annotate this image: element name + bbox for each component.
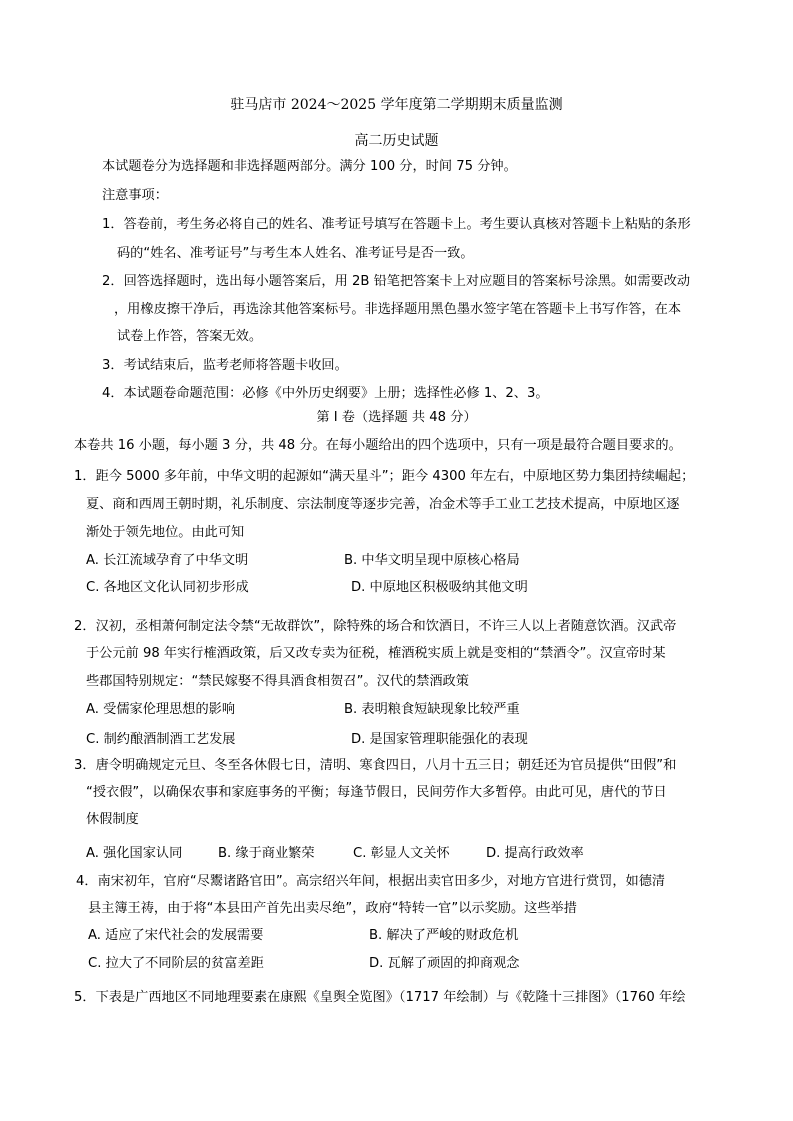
question-4-line-1: 4．南宋初年，官府“尽鬻诸路官田”。高宗绍兴年间，根据出卖官田多少，对地方官进行赏罚，如德清 <box>76 874 666 889</box>
question-4-line-2: 县主簿王祷，由于将“本县田产首先出卖尽绝”，政府“特转一官”以示奖励。这些举措 <box>88 901 577 916</box>
question-3-option-c: C. 彰显人文关怀 <box>353 846 450 861</box>
question-3-line-1: 3．唐令明确规定元旦、冬至各休假七日，清明、寒食四日，八月十五三日；朝廷还为官员提供“田假”和 <box>74 758 677 773</box>
question-2-option-a: A. 受儒家伦理思想的影响 <box>86 702 236 717</box>
question-4-option-a: A. 适应了宋代社会的发展需要 <box>88 928 264 943</box>
question-2-line-3: 些郡国特别规定：“禁民嫁娶不得具酒食相贺召”。汉代的禁酒政策 <box>86 674 469 689</box>
question-1-option-c: C. 各地区文化认同初步形成 <box>86 580 249 595</box>
note-2-line-3: 试卷上作答，答案无效。 <box>117 329 263 344</box>
section-instruction: 本卷共 16 小题，每小题 3 分，共 48 分。在每小题给出的四个选项中，只有一项是最符合题目要求的。 <box>74 438 682 453</box>
section-title: 第 I 卷（选择题 共 48 分） <box>316 410 477 425</box>
notes-heading: 注意事项： <box>102 188 168 203</box>
question-2-line-1: 2．汉初，丞相萧何制定法令禁“无故群饮”，除特殊的场合和饮酒日，不许三人以上者随意饮酒。汉武帝 <box>74 619 677 634</box>
question-4-option-b: B. 解决了严峻的财政危机 <box>369 928 519 943</box>
note-2-line-1: 2．回答选择题时，选出每小题答案后，用 2B 铅笔把答案卡上对应题目的答案标号涂黑。如需要改动 <box>102 274 691 289</box>
question-1-line-1: 1．距今 5000 多年前，中华文明的起源如“满天星斗”；距今 4300 年左右，中原地区势力集团持续崛起； <box>74 469 695 484</box>
subject-title: 高二历史试题 <box>354 133 439 149</box>
question-2-line-2: 于公元前 98 年实行榷酒政策，后又改专卖为征税，榷酒税实质上就是变相的“禁酒令”。汉宣帝时某 <box>86 646 666 661</box>
question-1-line-3: 渐处于领先地位。由此可知 <box>86 525 245 540</box>
question-4-option-c: C. 拉大了不同阶层的贫富差距 <box>88 956 264 971</box>
note-4: 4．本试题卷命题范围：必修《中外历史纲要》上册；选择性必修 1、2、3。 <box>102 386 549 401</box>
question-1-option-b: B. 中华文明呈现中原核心格局 <box>344 553 520 568</box>
question-4-option-d: D. 瓦解了顽固的抑商观念 <box>369 956 520 971</box>
question-1-line-2: 夏、商和西周王朝时期，礼乐制度、宗法制度等逐步完善，冶金术等手工业工艺技术提高，中原地区逐 <box>86 497 680 512</box>
question-3-line-3: 休假制度 <box>86 812 139 827</box>
question-5-line-1: 5．下表是广西地区不同地理要素在康熙《皇舆全览图》（1717 年绘制）与《乾隆十三排图》（1760 年绘 <box>74 990 686 1005</box>
question-2-option-c: C. 制约酿酒制酒工艺发展 <box>86 732 236 747</box>
question-1-option-d: D. 中原地区积极吸纳其他文明 <box>351 580 528 595</box>
note-3: 3．考试结束后，监考老师将答题卡收回。 <box>102 358 348 373</box>
question-2-option-d: D. 是国家管理职能强化的表现 <box>351 732 528 747</box>
note-1-line-1: 1．答卷前，考生务必将自己的姓名、准考证号填写在答题卡上。考生要认真核对答题卡上粘贴的条形 <box>102 217 691 232</box>
question-3-option-a: A. 强化国家认同 <box>86 846 183 861</box>
exam-title: 驻马店市 2024～2025 学年度第二学期期末质量监测 <box>230 97 563 113</box>
note-2-line-2: ，用橡皮擦干净后，再选涂其他答案标号。非选择题用黑色墨水签字笔在答题卡上书写作答，在本 <box>114 302 682 317</box>
note-1-line-2: 码的“姓名、准考证号”与考生本人姓名、准考证号是否一致。 <box>117 246 474 261</box>
intro-text: 本试题卷分为选择题和非选择题两部分。满分 100 分，时间 75 分钟。 <box>102 159 517 174</box>
question-3-option-d: D. 提高行政效率 <box>486 846 584 861</box>
question-2-option-b: B. 表明粮食短缺现象比较严重 <box>344 702 520 717</box>
question-1-option-a: A. 长江流域孕育了中华文明 <box>86 553 249 568</box>
question-3-option-b: B. 缘于商业繁荣 <box>218 846 315 861</box>
question-3-line-2: “授衣假”，以确保农事和家庭事务的平衡；每逢节假日，民间劳作大多暂停。由此可见，唐代的节日 <box>86 785 667 800</box>
